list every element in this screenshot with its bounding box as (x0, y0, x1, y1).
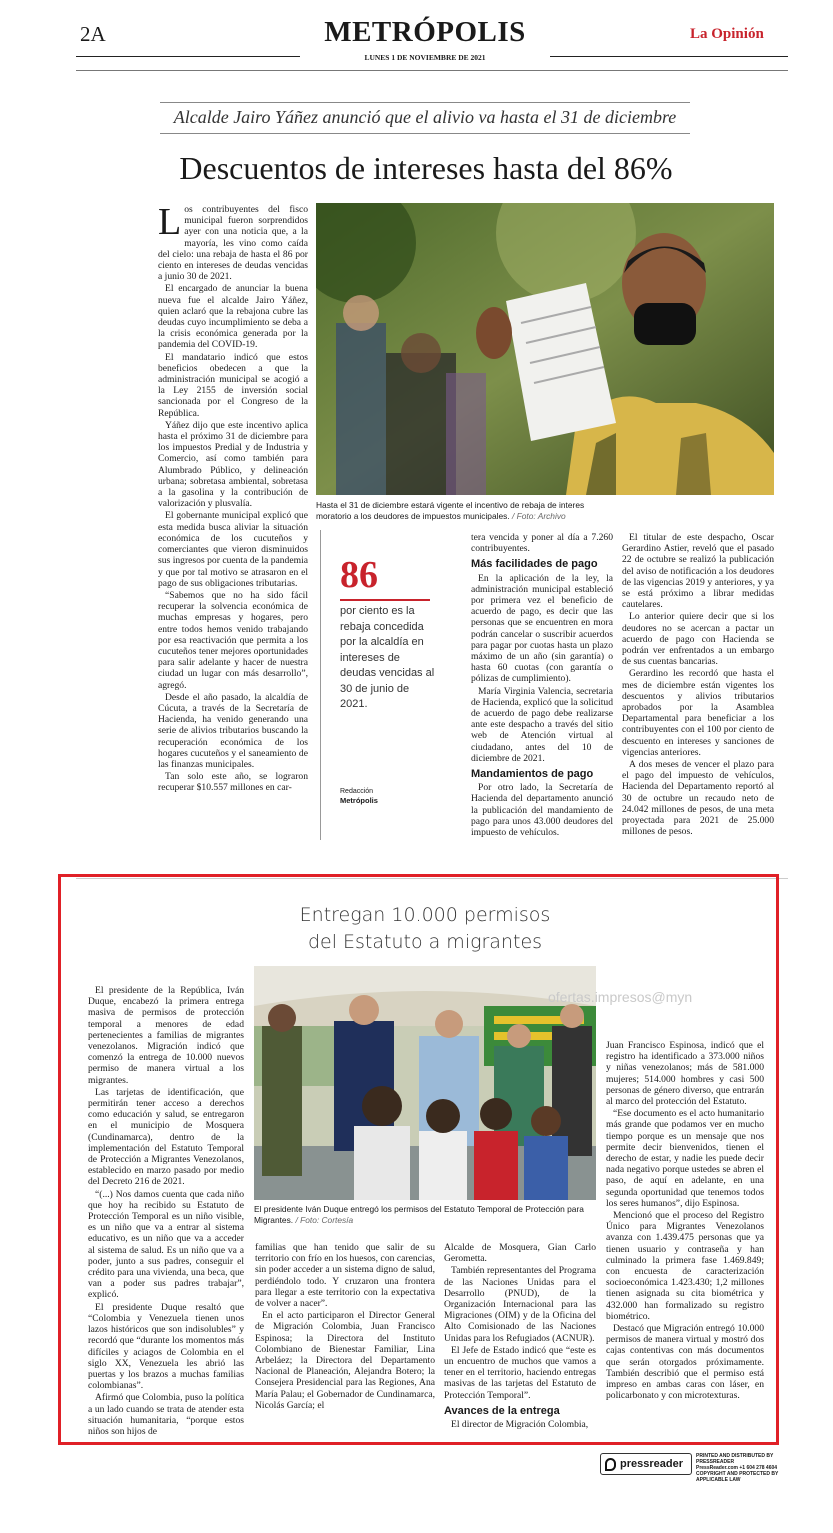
story1-column-1 (158, 201, 308, 795)
story1-kicker: Alcalde Jairo Yáñez anunció que el alivio va hasta el 31 de diciembre (173, 107, 677, 127)
paragraph: En la aplicación de la ley, la administración municipal estableció por primera vez el beneficio de acuerdo de pago, es decir que las personas que se encuentren en mora podrán cancelar o suscribir acuerdos para pagar por cuotas hasta un plazo máximo de un año (sin garantía) o hasta 60 cuotas (con garantía o pólizas de cumplimiento). (471, 572, 613, 685)
story2-column-2 (255, 1242, 435, 1412)
paragraph: os contribuyentes del fisco municipal fueron sorprendidos ayer con una noticia que, a la mayoría, les vino como caída del cielo: una rebaja de hasta el 86 por ciento en intereses de deudas vencidas a junio 30 de 2021. (158, 204, 308, 283)
section-title: METRÓPOLIS (324, 16, 526, 48)
paragraph: Yáñez dijo que este incentivo aplica hasta el próximo 31 de diciembre para los impuestos Predial y de Industria y Comercio, así como también para Alumbrado Público, y delineación urbana; sobretasa ambiental, sobretasa a la gasolina y la contribución de valorización y plusvalía. (158, 419, 308, 510)
paragraph: El encargado de anunciar la buena nueva fue el alcalde Jairo Yáñez, quien aclaró que la rebajona cubre las deudas cuyo incumplimiento se deba a la crisis económica generada por la pandemia del COVID-19. (158, 283, 308, 351)
story1-photo (316, 203, 774, 495)
headline-line: Entregan 10.000 permisos (299, 904, 551, 926)
paragraph: María Virginia Valencia, secretaria de Hacienda, explicó que la solicitud de acuerdo de pago debe realizarse ante este despacho a través del sitio web de Atención virtual al ciudadano, antes del 10 de diciembre de 2021. (471, 685, 613, 764)
paragraph: “Sabemos que no ha sido fácil recuperar la solvencia económica de muchas empresas y hogares, pero entre todos hemos venido trabajando por esa reactivación que permita a los cucuteños tener mejores oportunidades para salir adelante y hacer de nuestra ciudad un lugar con más desarrollo”, agregó. (158, 589, 308, 691)
paragraph: Destacó que Migración entregó 10.000 permisos de manera virtual y mostró dos cajas contentivas con más documentos que serán otorgados próximamente. También describió que el permiso está impreso en ambas caras con láser, en policarbonato y con microtexturas. (606, 1323, 764, 1402)
paragraph: El Jefe de Estado indicó que “este es un encuentro de muchos que vamos a tener en el territorio, haciendo entregas masivas de las tarjetas del Estatuto de Protección Temporal”. (444, 1344, 596, 1401)
paragraph: familias que han tenido que salir de su territorio con frío en los huesos, con carencias, sin poder acceder a un sistema digno de salud, perdiéndolo todo. Y cruzaron una frontera para llegar a este territorio con la expectativa de volver a nacer”. (255, 1242, 435, 1310)
notice-line: COPYRIGHT AND PROTECTED BY APPLICABLE LAW (696, 1471, 779, 1483)
story1-headline: Descuentos de intereses hasta del 86% (179, 150, 673, 186)
story1-column-4 (622, 532, 774, 838)
paragraph: Alcalde de Mosquera, Gian Carlo Gerometta. (444, 1242, 596, 1265)
story2-column-1 (88, 985, 244, 1438)
notice-line: PRINTED AND DISTRIBUTED BY PRESSREADER (696, 1453, 774, 1465)
paragraph: Las tarjetas de identificación, que permitirán tener acceso a derechos como educación y salud, se entregaron en el municipio de Mosquera (Cundinamarca), dentro de la implementación del Estatuto Temporal de Protección a Migrantes Venezolanos, establecido en marzo pasado por medio del Decreto 216 de 2021. (88, 1086, 244, 1188)
pressreader-logo-text: pressreader (620, 1458, 683, 1470)
paragraph: “Ese documento es el acto humanitario más grande que podamos ver en mucho tiempo porque es un mensaje que nos permite decir bienvenidos, tienen el derecho de estar, y nadie les puede decir nada negativo porque ustedes se abren el paso, de aquí en adelante, en una segunda oportunidad que tenemos todos los seres humanos”, dijo Espinosa. (606, 1108, 764, 1209)
paragraph: Juan Francisco Espinosa, indicó que el registro ha identificado a 373.000 niños y niñas venezolanos; más de 581.000 mujeres; 514.000 hombres y casi 500 personas de género diverso, que entrarán al marco del protección del Estatuto. (606, 1040, 764, 1108)
paragraph: tera vencida y poner al día a 7.260 contribuyentes. (471, 532, 613, 555)
paragraph: Por otro lado, la Secretaría de Hacienda del departamento anunció la publicación del mandamiento de pago para unos 43.000 deudores del impuesto de vehículos. (471, 782, 613, 839)
paragraph: También representantes del Programa de las Naciones Unidas para el Desarrollo (PNUD), de la Organización Internacional para las Migraciones (OIM) y de la Oficina del Alto Comisionado de las Naciones Unidas para los Refugiados (ACNUR). (444, 1265, 596, 1344)
paragraph: En el acto participaron el Director General de Migración Colombia, Juan Francisco Espinosa; la Directora del Instituto Colombiano de Bienestar Familiar, Lina Arbeláez; la Directora del Departamento Nacional de Planeación, Alejandra Botero; la Consejera Presidencial para las Regiones, Ana María Palau; el Gobernador de Cundinamarca, Nicolás García; el (255, 1310, 435, 1411)
column-divider (320, 530, 321, 840)
subhead: Avances de la entrega (444, 1404, 560, 1417)
story1-photo-caption (316, 500, 616, 522)
header-rule-bottom (76, 70, 788, 71)
story2-column-4 (606, 1040, 764, 1403)
photo-credit: / Foto: Cortesía (295, 1215, 354, 1225)
caption-text: El presidente Iván Duque entregó los permisos del Estatuto Temporal de Protección para Migrantes. (254, 1204, 584, 1225)
story2-photo (254, 966, 596, 1200)
story1-column-3 (471, 532, 613, 839)
stat-number: 86 (340, 554, 378, 596)
paragraph: Lo anterior quiere decir que si los deudores no se acercan a pactar un acuerdo de pago con Hacienda se podrán ver enfrentados a un embargo de sus cuentas bancarias. (622, 611, 774, 668)
headline-line: del Estatuto a migrantes (307, 931, 543, 953)
subhead: Más facilidades de pago (471, 558, 598, 571)
byline (340, 787, 378, 806)
paragraph: Mencionó que el proceso del Registro Único para Migrantes Venezolanos avanza con 1.439.475 personas que ya tienen usuario y contraseña y han culminado la primera fase 1.469.849; con encuesta de caracterización socioeconómica 1.423.430; 1,2 millones tienen asignada su cita biométrica y 432.000 han formalizado su registro biométrico. (606, 1210, 764, 1322)
pressreader-notice (696, 1453, 801, 1483)
page-number: 2A (80, 22, 106, 46)
paragraph: Tan solo este año, se lograron recuperar $10.557 millones en car- (158, 771, 308, 794)
paragraph: Afirmó que Colombia, puso la política a un lado cuando se trata de atender esta situación humanitaria, “porque estos niños son hijos de (88, 1392, 244, 1437)
watermark: ofertas.impresos@myn (548, 989, 693, 1005)
paragraph: Desde el año pasado, la alcaldía de Cúcuta, a través de la Secretaría de Hacienda, ha venido generando una serie de alivios tributarios buscando la recuperación económica de los hogares cucuteños y el saneamiento de las finanzas municipales. (158, 691, 308, 770)
notice-line: PressReader.com +1 604 278 4604 (696, 1465, 778, 1471)
paragraph: El mandatario indicó que estos beneficios obedecen a que la administración municipal se acogió a la Ley 2155 de inversión social sancionada por el Congreso de la República. (158, 351, 308, 419)
kicker-rule-top (160, 102, 690, 103)
paragraph: “(...) Nos damos cuenta que cada niño que hoy ha recibido su Estatuto de Protección Temporal es un niño visible, es un niño que va a entrar al sistema educativo, es un niño que va a acceder al sistema de salud. Es un niño que va a poder, junto a sus padres, conseguir el crédito para una vivienda, una beca, que van a poder sus padres trabajar”, explicó. (88, 1188, 244, 1301)
caption-text: Hasta el 31 de diciembre estará vigente el incentivo de rebaja de interes moratorio a los deudores de impuestos municipales. (316, 500, 585, 521)
stat-text: por ciento es la rebaja concedida por la alcaldía en intereses de deudas vencidas al 30 de junio de 2021. (340, 605, 435, 710)
story2-photo-caption (254, 1204, 596, 1226)
paragraph: El gobernante municipal explicó que esta medida busca aliviar la situación económica de los cucuteños y comerciantes que vieron disminuidos sus ingresos por cuenta de la pandemia y que por tal motivo se atrasaron en el pago de sus obligaciones tributarias. (158, 510, 308, 589)
subhead: Mandamientos de pago (471, 768, 594, 781)
paragraph: El director de Migración Colombia, (451, 1419, 589, 1431)
pressreader-logo (600, 1453, 692, 1475)
photo-credit: / Foto: Archivo (511, 511, 566, 521)
story2-headline (200, 902, 650, 956)
paragraph: A dos meses de vencer el plazo para el pago del impuesto de vehículos, Hacienda del Departamento reportó al 30 de octubre un recaudo neto de 24.042 millones de pesos, de una meta proyectada para 2021 de 25.000 millones de pesos. (622, 759, 774, 838)
paragraph: El presidente Duque resaltó que “Colombia y Venezuela tienen unos lazos históricos que son indisolubles” y recordó que “durante los momentos más difíciles y aciagos de Colombia en el siglo XX, Venezuela les abrió las puertas y los brazos a muchas familias colombianas”. (88, 1301, 244, 1392)
dateline: LUNES 1 DE NOVIEMBRE DE 2021 (300, 53, 550, 62)
paragraph: El presidente de la República, Iván Duque, encabezó la primera entrega masiva de permisos de protección temporal a menores de edad pertenecientes a familias de migrantes venezolanos. Migración indicó que comenzó la entrega de 10.000 nuevos permiso de manera virtual a los migrantes. (88, 985, 244, 1086)
byline-label: Redacción (340, 788, 374, 795)
story2-column-3 (444, 1242, 596, 1431)
brand-logo: La Opinión (690, 26, 764, 42)
stat-rule (340, 599, 430, 601)
byline-name: Metrópolis (340, 796, 378, 805)
dropcap: L (158, 201, 182, 243)
kicker-rule-bottom (160, 133, 690, 134)
pressreader-icon (605, 1458, 616, 1471)
paragraph: Gerardino les recordó que hasta el mes de diciembre están vigentes los descuentos y alivios tributarios aprobados por la Asamblea Departamental para beneficiar a los contribuyentes con el 100 por ciento de descuento en intereses y sanciones de vigencias anteriores. (622, 668, 774, 758)
paragraph: El titular de este despacho, Oscar Gerardino Astier, reveló que el pasado 22 de octubre se realizó la publicación del aviso de notificación a los deudores de las vigencias 2019 y anteriores, y ya se está próximo a librar medidas cautelares. (622, 532, 774, 611)
